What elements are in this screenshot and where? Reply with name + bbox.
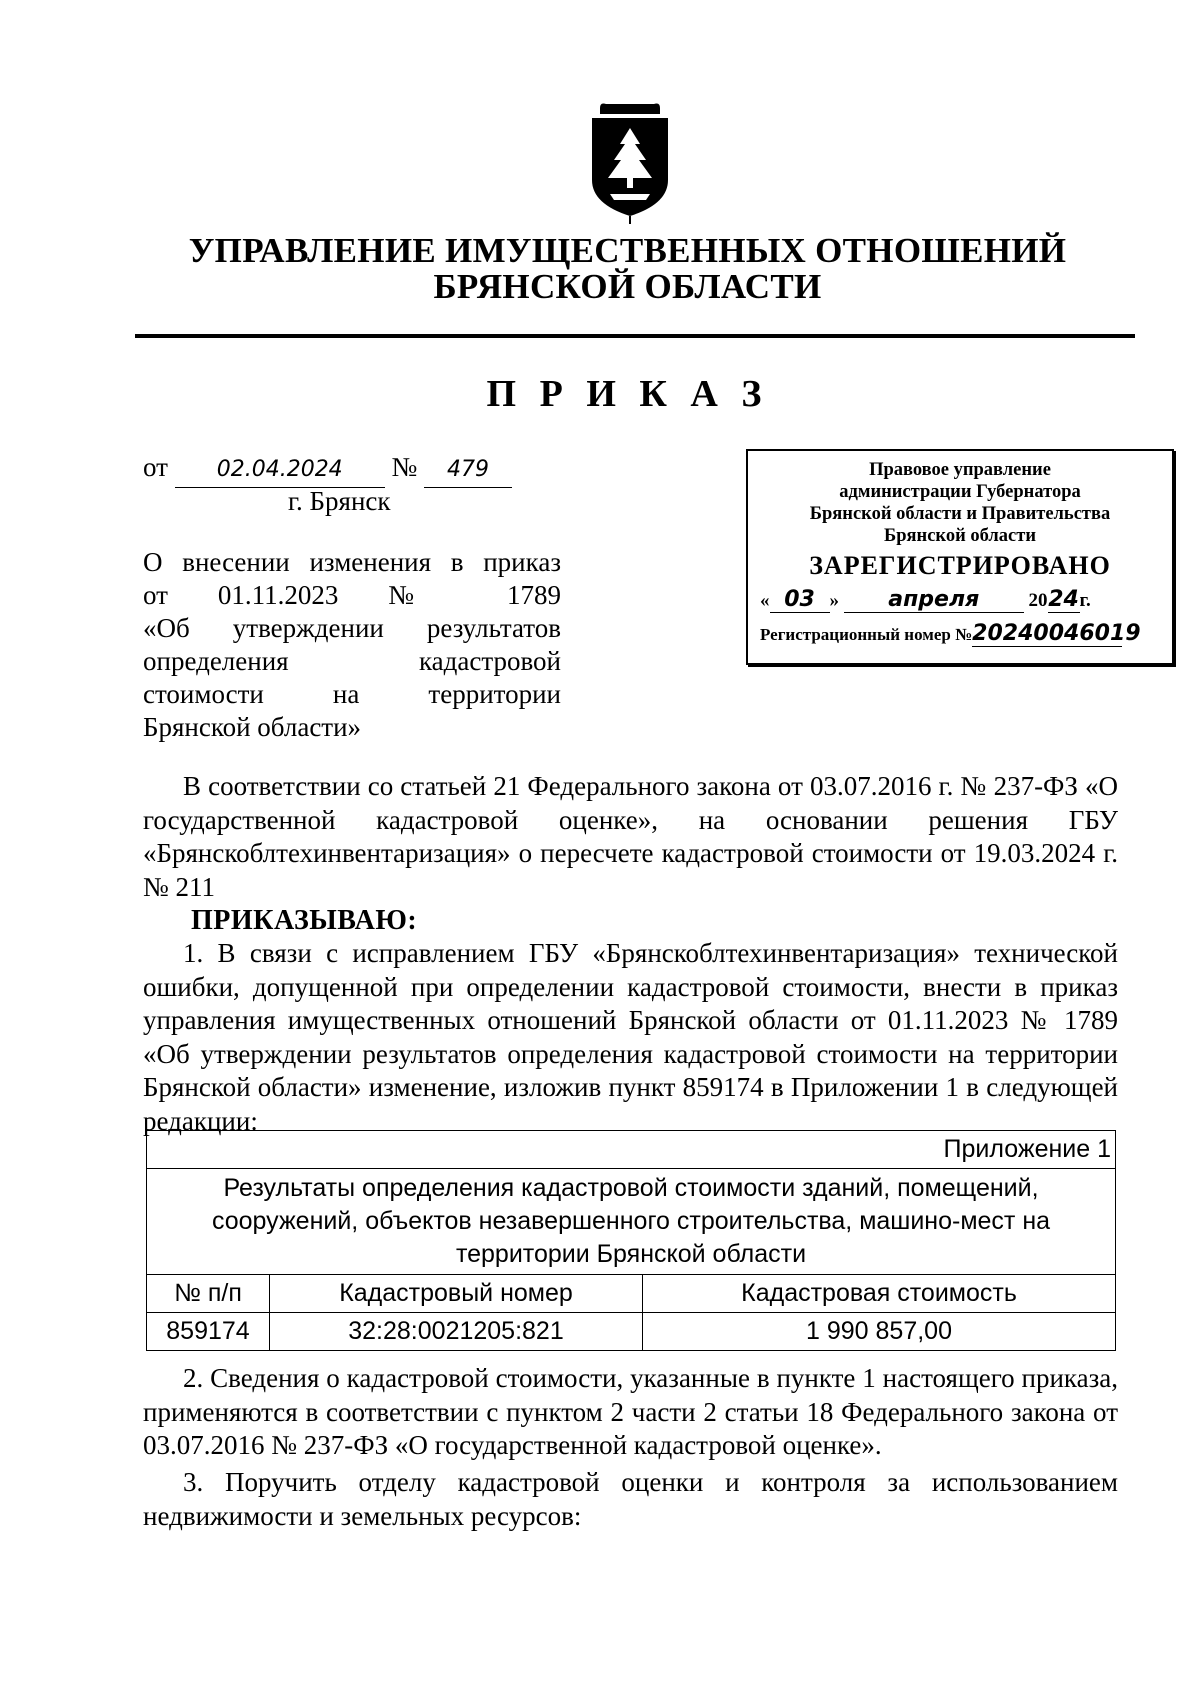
subject-line: О внесении изменения в приказ (143, 547, 561, 577)
city: г. Брянск (288, 486, 391, 516)
from-label: от (143, 452, 168, 482)
table-header-cell: Кадастровый номер (270, 1275, 643, 1313)
stamp-reg-value: 20240046019 (972, 621, 1141, 646)
stamp-line: Правовое управление (869, 460, 1051, 480)
subject-line: определения кадастровой (143, 646, 561, 676)
stamp-day: 03 (770, 587, 830, 613)
item-3 (143, 1466, 1118, 1533)
order-subject (143, 546, 561, 744)
stamp-year-end: г. (1079, 590, 1091, 611)
stamp-year-suffix: 24 (1048, 587, 1079, 612)
table-caption: Результаты определения кадастровой стоимости зданий, помещений, сооружений, объектов незавершенного строительства, машино-мест на территории Брянской области (147, 1169, 1116, 1275)
preamble-text: В соответствии со статьей 21 Федерального закона от 03.07.2016 г. № 237-ФЗ «О государственной кадастровой оценке», на основании решения ГБУ «Брянскоблтехинвентаризация» о пересчете кадастровой стоимости от 19.03.2024 г. № 211 (143, 771, 1118, 902)
table-row (147, 1313, 1116, 1351)
order-date: 02.04.2024 (175, 453, 385, 488)
coat-of-arms-icon (580, 100, 680, 225)
subject-line: «Об утверждении результатов (143, 613, 561, 643)
item-1-text: 1. В связи с исправлением ГБУ «Брянскоблтехинвентаризация» технической ошибки, допущенной при определении кадастровой стоимости, внести в приказ управления имущественных отношений Брянской области от 01.11.2023 № 1789 «Об утверждении результатов определения кадастровой стоимости на территории Брянской области» изменение, изложив пункт 859174 в Приложении 1 в следующей редакции: (143, 938, 1118, 1136)
subject-line: стоимости на территории (143, 679, 561, 709)
table-header-cell: № п/п (147, 1275, 270, 1313)
header-divider (135, 334, 1135, 338)
table-cell: 32:28:0021205:821 (270, 1313, 643, 1351)
subject-line: Брянской области» (143, 712, 362, 742)
organization-name-line2: БРЯНСКОЙ ОБЛАСТИ (433, 267, 822, 306)
stamp-reg-label: Регистрационный номер № (760, 625, 973, 644)
stamp-year-prefix: 20 (1028, 590, 1048, 611)
cadastral-table (146, 1130, 1116, 1351)
table-cell: 1 990 857,00 (643, 1313, 1116, 1351)
stamp-line: Брянской области и Правительства (809, 504, 1111, 524)
preamble (143, 770, 1118, 904)
item-2 (143, 1362, 1118, 1463)
registration-stamp (746, 449, 1174, 665)
table-header-row (147, 1275, 1116, 1313)
stamp-month: апреля (844, 587, 1024, 613)
stamp-registered: ЗАРЕГИСТРИРОВАНО (809, 551, 1111, 580)
item-2-text: 2. Сведения о кадастровой стоимости, указанные в пункте 1 настоящего приказа, применяются в соответствии с пунктом 2 части 2 статьи 18 Федерального закона от 03.07.2016 № 237-ФЗ «О государственной кадастровой оценке». (143, 1363, 1118, 1460)
number-label: № (391, 452, 418, 482)
item-3-text: 3. Поручить отделу кадастровой оценки и контроля за использованием недвижимости и земельных ресурсов: (143, 1467, 1118, 1531)
table-header-cell: Кадастровая стоимость (643, 1275, 1116, 1313)
stamp-line: Брянской области (884, 526, 1036, 546)
order-number: 479 (424, 453, 512, 488)
stamp-date: « 03 » апреля 2024г. (760, 587, 1091, 612)
stamp-line: администрации Губернатора (839, 482, 1081, 502)
stamp-reg-number (748, 621, 1172, 647)
subject-line: от 01.11.2023 № 1789 (143, 580, 561, 610)
organization-name-line1: УПРАВЛЕНИЕ ИМУЩЕСТВЕННЫХ ОТНОШЕНИЙ (188, 231, 1067, 270)
document-type: П Р И К А З (486, 373, 769, 415)
order-word: ПРИКАЗЫВАЮ: (191, 905, 418, 936)
table-cell: 859174 (147, 1313, 270, 1351)
order-date-number (143, 450, 512, 488)
table-appendix-label: Приложение 1 (147, 1131, 1116, 1169)
item-1 (143, 937, 1118, 1138)
